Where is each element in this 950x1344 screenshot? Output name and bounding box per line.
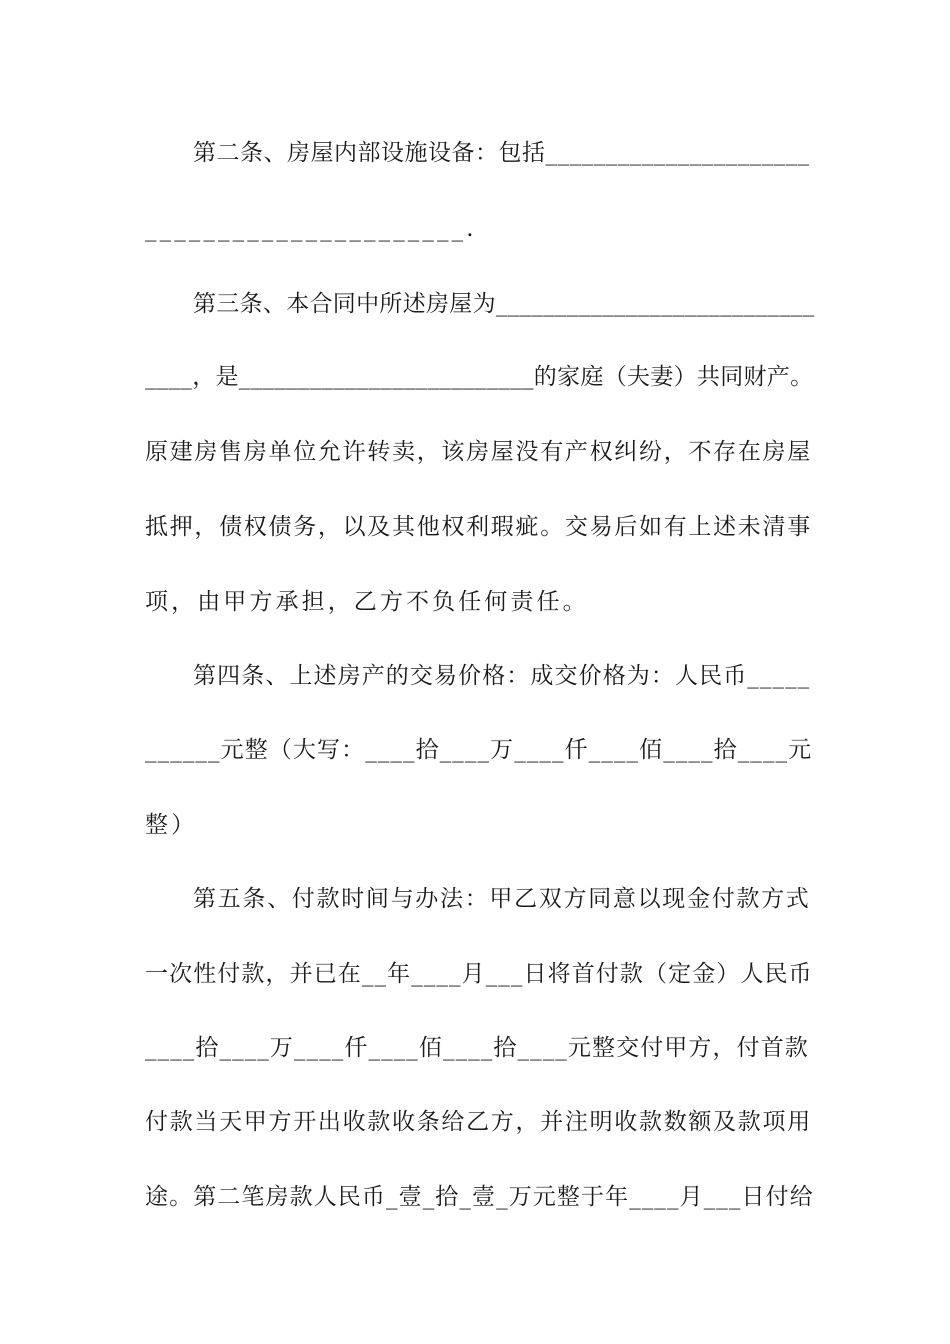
clause-3-line-2: ____，是_________________________的家庭（夫妻）共同财产。 (145, 364, 814, 390)
clause-2-line-1: 第二条、房屋内部设施设备：包括______________________ (193, 140, 810, 166)
clause-3-line-4: 抵押，债权债务，以及其他权利瑕疵。交易后如有上述未清事 (145, 514, 812, 540)
clause-5-line-1: 第五条、付款时间与办法：甲乙双方同意以现金付款方式 (193, 886, 811, 912)
clause-5-line-3: ____拾____万____仟____佰____拾____元整交付甲方，付首款 (145, 1035, 809, 1061)
clause-3-line-5: 项，由甲方承担，乙方不负任何责任。 (145, 589, 589, 615)
clause-5-line-5: 途。第二笔房款人民币_壹_拾_壹_万元整于年____月___日付给 (145, 1184, 814, 1210)
clause-3-line-3: 原建房售房单位允许转卖，该房屋没有产权纠纷，不存在房屋 (145, 439, 812, 465)
clause-4-line-3: 整） (145, 812, 198, 838)
clause-5-line-4: 付款当天甲方开出收款收条给乙方，并注明收款数额及款项用 (145, 1109, 812, 1135)
clause-3-line-1: 第三条、本合同中所述房屋为___________________________ (193, 291, 815, 317)
clause-5-line-2: 一次性付款，并已在__年____月___日将首付款（定金）人民币 (145, 961, 813, 987)
clause-4-line-2: ______元整（大写：____拾____万____仟____佰____拾____元 (145, 737, 813, 763)
clause-4-line-1: 第四条、上述房产的交易价格：成交价格为：人民币_____ (193, 663, 811, 689)
clause-2-line-2: ______________________. (145, 216, 477, 242)
